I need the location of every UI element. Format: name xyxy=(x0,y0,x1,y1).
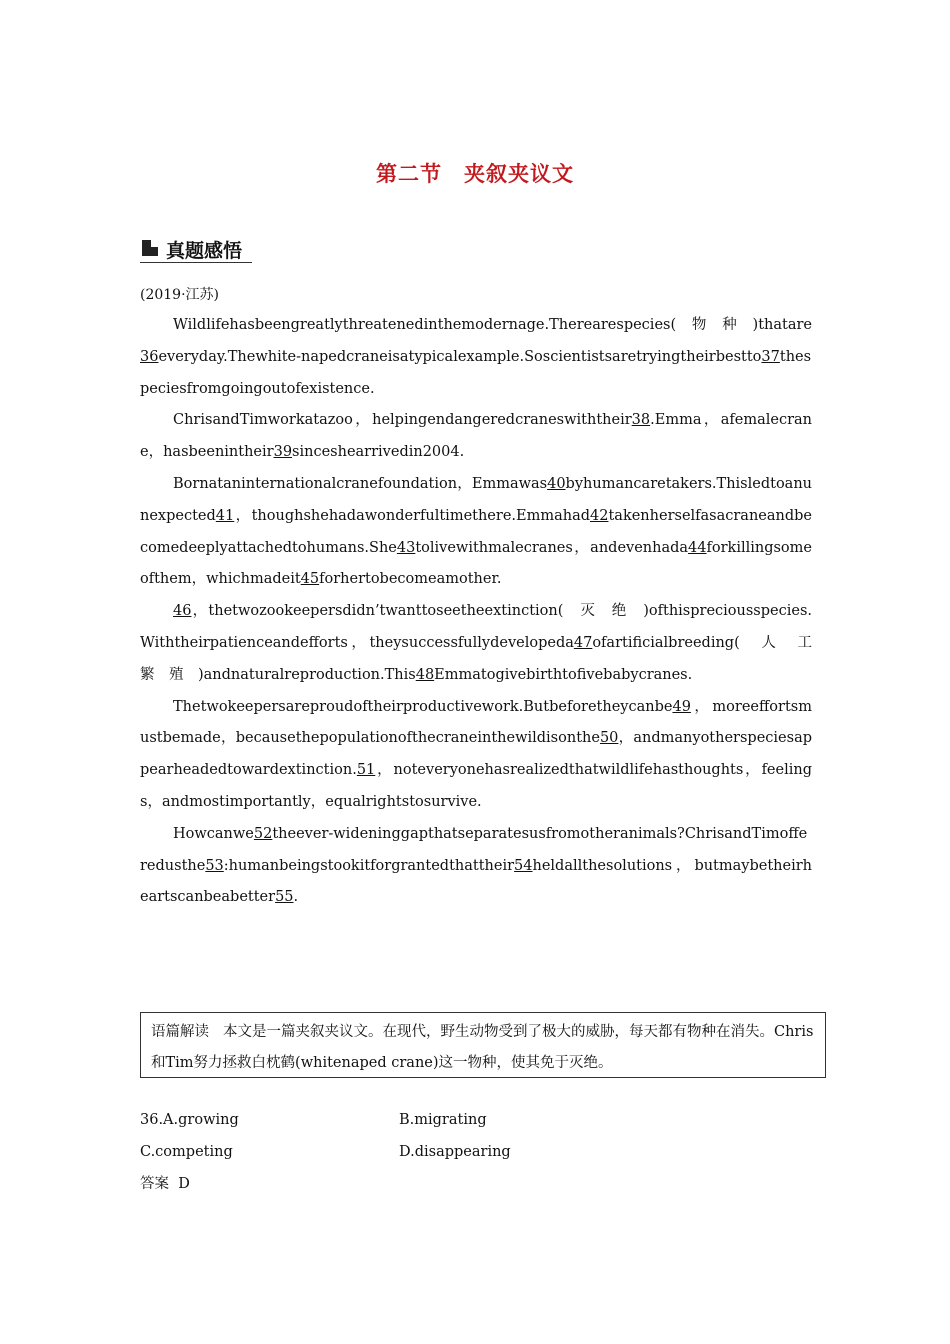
analysis-title: 语篇解读 xyxy=(151,1024,209,1040)
section-label: 真题感悟 xyxy=(166,240,243,262)
blank-41: 41 xyxy=(215,507,235,524)
analysis-text: 本文是一篇夹叙夹议文。在现代，野生动物受到了极大的威胁，每天都有物种在消失。Chris和Tim努力拯救白枕鹤(whitenaped crane)这一物种，使其免于灭绝。 xyxy=(151,1024,814,1071)
option-a: 36.A.growing xyxy=(140,1112,239,1128)
blank-54: 54 xyxy=(514,857,533,874)
blank-46: 46 xyxy=(173,603,192,620)
paragraph-2: ChrisandTimworkatazoo，helpingendangeredcraneswiththeir38.Emma，afemalecrane，hasbeenintheir39sinceshearrivedin2004. xyxy=(140,412,812,461)
paragraph-4: 46，thetwozookeepersdidn’twanttoseetheextinction( 灭 绝 )ofthispreciousspecies.Withtheirpatienceandefforts，theysuccessfullydevelopeda47ofartificialbreeding( 人 工 繁 殖 )andnaturalreproduction.This48Emmatogivebirthtofivebabycranes. xyxy=(140,603,827,683)
blank-42: 42 xyxy=(590,507,609,524)
answer-label: 答案 xyxy=(140,1176,169,1192)
answer-value: D xyxy=(178,1176,190,1192)
blank-49: 49 xyxy=(672,698,691,715)
options-row-1 xyxy=(140,1104,740,1136)
blank-53: 53 xyxy=(205,857,224,874)
paragraph-3: Bornataninternationalcranefoundation，Emmawas40byhumancaretakers.Thisledtoanunexpected41，thoughshehadawonderfultimethere.Emmahad42takenherselfasacraneandbecomedeeplyattachedtohumans.She43tolivewithmalecranes，andevenhada44forkillingsomeofthem，whichmadeit45forhertobecomeamother. xyxy=(140,475,812,588)
blank-45: 45 xyxy=(300,571,320,588)
answer-line xyxy=(140,1168,190,1200)
blank-55: 55 xyxy=(275,889,294,906)
paragraph-5: Thetwokeepersareproudoftheirproductivework.Butbeforetheycanbe49，moreeffortsmustbemade，becausethepopulationofthecraneinthewildisonthe50，andmanyotherspeciesappearheadedtowardextinction.51，noteveryonehasrealizedthatwildlifehasthoughts，feelings，andmostimportantly，equalrightstosurvive. xyxy=(140,698,812,810)
question-36-options xyxy=(140,1104,740,1168)
page-title xyxy=(0,158,950,188)
exam-source: (2019·江苏) xyxy=(140,287,220,303)
blank-52: 52 xyxy=(253,825,273,842)
section-marker-icon xyxy=(142,240,158,256)
paragraph-1: Wildlifehasbeengreatlythreatenedinthemodernage.Therearespecies( 物 种 )thatare36everyday.Thewhite-napedcraneisatypicalexample.Soscientistsaretryingtheirbestto37thespeciesfromgoingoutofexistence. xyxy=(140,317,812,397)
title-section-name: 夹叙夹议文 xyxy=(464,162,574,186)
blank-51: 51 xyxy=(356,762,376,779)
blank-38: 38 xyxy=(631,412,651,429)
option-b: B.migrating xyxy=(399,1112,487,1128)
blank-40: 40 xyxy=(547,475,566,492)
blank-48: 48 xyxy=(415,666,435,683)
blank-47: 47 xyxy=(573,634,593,651)
blank-43: 43 xyxy=(396,539,416,556)
title-section-number: 第二节 xyxy=(376,162,442,186)
option-d: D.disappearing xyxy=(399,1144,511,1160)
blank-39: 39 xyxy=(273,444,293,461)
blank-37: 37 xyxy=(761,348,780,365)
blank-50: 50 xyxy=(599,730,619,747)
options-row-2 xyxy=(140,1136,740,1168)
passage xyxy=(140,310,827,914)
blank-44: 44 xyxy=(688,539,707,556)
paragraph-6: Howcanwe52theever-wideninggapthatseparatesusfromotheranimals?ChrisandTimofferedusthe53:humanbeingstookitforgrantedthattheir54heldallthesolutions，butmaybetheirheartscanbeabetter55. xyxy=(140,825,812,906)
blank-36: 36 xyxy=(140,348,159,365)
passage-analysis-box xyxy=(140,1012,826,1078)
section-heading xyxy=(140,236,252,263)
option-c: C.competing xyxy=(140,1144,233,1160)
